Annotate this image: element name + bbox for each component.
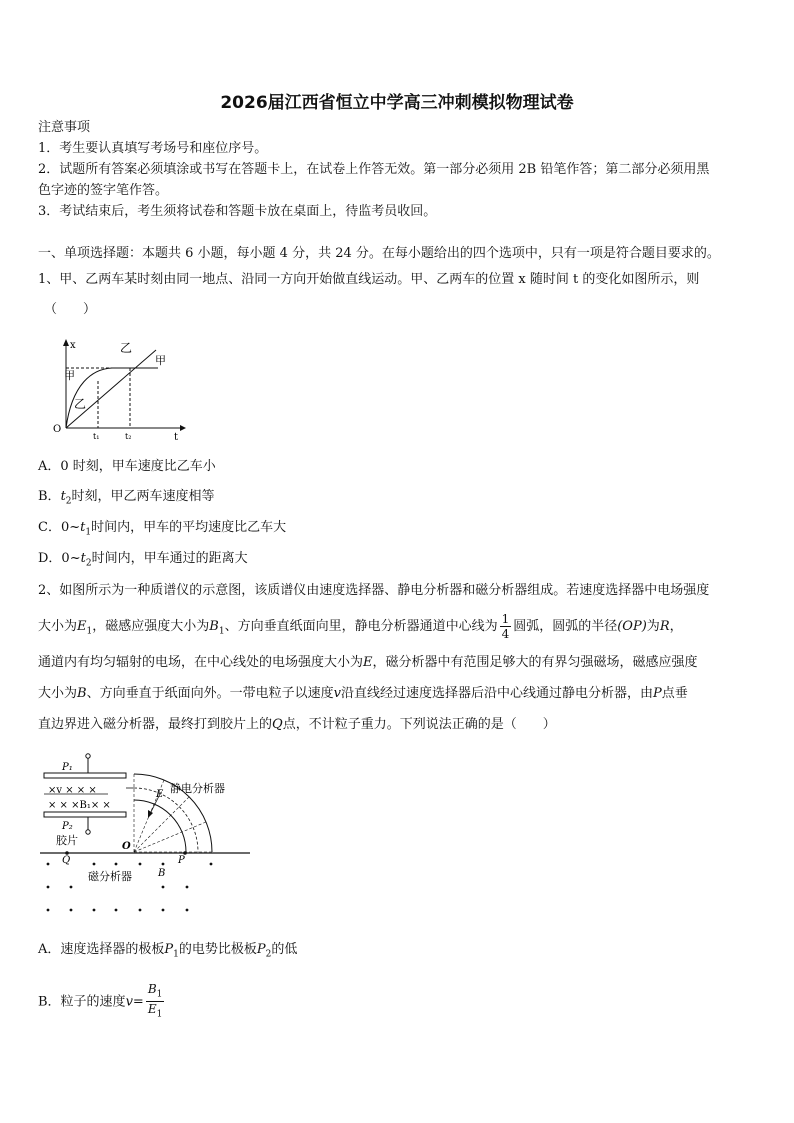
notice-item-1: 1．考生要认真填写考场号和座位序号。: [38, 141, 268, 156]
page-title: 2026届江西省恒立中学高三冲刺模拟物理试卷: [220, 93, 574, 113]
q1-stem: 1、甲、乙两车某时刻由同一地点、沿同一方向开始做直线运动。甲、乙两车的位置 x 随时间 t 的变化如图所示，则: [38, 272, 700, 287]
label-e: E: [156, 789, 164, 800]
q2-stem-line4: 大小为B、方向垂直于纸面向外。一带电粒子以速度v沿直线经过速度选择器后沿中心线通过静电分析器，由P点垂: [38, 686, 688, 701]
label-q: Q: [62, 855, 71, 866]
q2-stem-line1: 2、如图所示为一种质谱仪的示意图，该质谱仪由速度选择器、静电分析器和磁分析器组成。若速度选择器中电场强度: [38, 583, 710, 598]
point-p: [183, 851, 187, 855]
label-p1: P₁: [62, 762, 73, 773]
label-yi-top: 乙: [120, 341, 133, 355]
label-jia-left: 甲: [64, 369, 75, 382]
q2-option-a: A．速度选择器的极板$P_1$的电势比极板$P_2$的低: [38, 942, 298, 960]
field-row-1: ×v × × ×: [48, 785, 97, 796]
label-t2: t₂: [125, 432, 132, 441]
q2-stem-line3: 通道内有均匀辐射的电场，在中心线处的电场强度大小为E，磁分析器中有范围足够大的有界匀强磁场，磁感应强度: [38, 655, 698, 670]
plate-p2: [44, 812, 126, 817]
x-axis-arrow: [63, 339, 69, 346]
q2-stem-line5: 直边界进入磁分析器，最终打到胶片上的Q点，不计粒子重力。下列说法正确的是（ ）: [38, 717, 556, 732]
e-arrow-head: [148, 810, 153, 818]
plate-p1: [44, 773, 126, 778]
notice-item-3: 3．考试结束后，考生须将试卷和答题卡放在桌面上，待监考员收回。: [38, 204, 437, 219]
label-jia-right: 甲: [155, 354, 166, 367]
q1-paren: （ ）: [44, 302, 97, 317]
label-film: 胶片: [56, 834, 78, 847]
label-magnetic: 磁分析器: [88, 870, 132, 883]
jia-line: [66, 350, 156, 428]
label-t: t: [174, 432, 179, 443]
q2-stem-line2: 大小为$E_1$，磁感应强度大小为$B_1$、方向垂直纸面向里，静电分析器通道中心线为 $\frac{1}{4}$ 圆弧，圆弧的半径(OP)为R，: [38, 612, 683, 641]
label-esa: 静电分析器: [170, 782, 225, 795]
radial-3: [134, 797, 189, 852]
label-origin: O: [53, 424, 62, 435]
plate-p1-terminal: [86, 754, 90, 758]
q2-option-b: B．粒子的速度v= $\frac{B_1}{E_1}$: [38, 982, 163, 1020]
notice-item-2-cont: 色字迹的签字笔作答。: [38, 183, 169, 198]
point-q: [65, 851, 69, 855]
fraction-b1-e1: $\frac{B_1}{E_1}$: [147, 982, 163, 1020]
notice-item-2: 2．试题所有答案必须填涂或书写在答题卡上，在试卷上作答无效。第一部分必须用 2B 铅笔作答；第二部分必须用黑: [38, 162, 710, 177]
q1-option-d: D．$0\sim t_2$时间内，甲车通过的距离大: [38, 551, 248, 569]
label-yi-bottom: 乙: [74, 397, 87, 411]
field-row-2: × × ×B₁× ×: [48, 800, 111, 811]
q1-option-c: C．$0\sim t_1$时间内，甲车的平均速度比乙车大: [38, 520, 287, 538]
label-x: x: [70, 340, 76, 351]
q2-mass-spectrometer-diagram: [36, 752, 256, 920]
label-t1: t₁: [93, 432, 100, 441]
section-heading: 一、单项选择题：本题共 6 小题，每小题 4 分，共 24 分。在每小题给出的四个选项中，只有一项是符合题目要求的。: [38, 246, 720, 261]
label-o: O: [122, 841, 131, 852]
notice-heading: 注意事项: [38, 120, 91, 135]
label-p: P: [178, 855, 185, 866]
plate-p2-terminal: [86, 830, 90, 834]
q1-option-b: B．$t_2$时刻，甲乙两车速度相等: [38, 489, 215, 507]
q1-option-a: A．0 时刻，甲车速度比乙车小: [38, 459, 216, 474]
q1-position-time-graph: [48, 336, 193, 444]
label-b: B: [158, 868, 166, 879]
label-p2: P₂: [62, 821, 73, 832]
fraction-quarter: $\frac{1}{4}$: [501, 612, 510, 641]
t-axis-arrow: [180, 425, 186, 431]
